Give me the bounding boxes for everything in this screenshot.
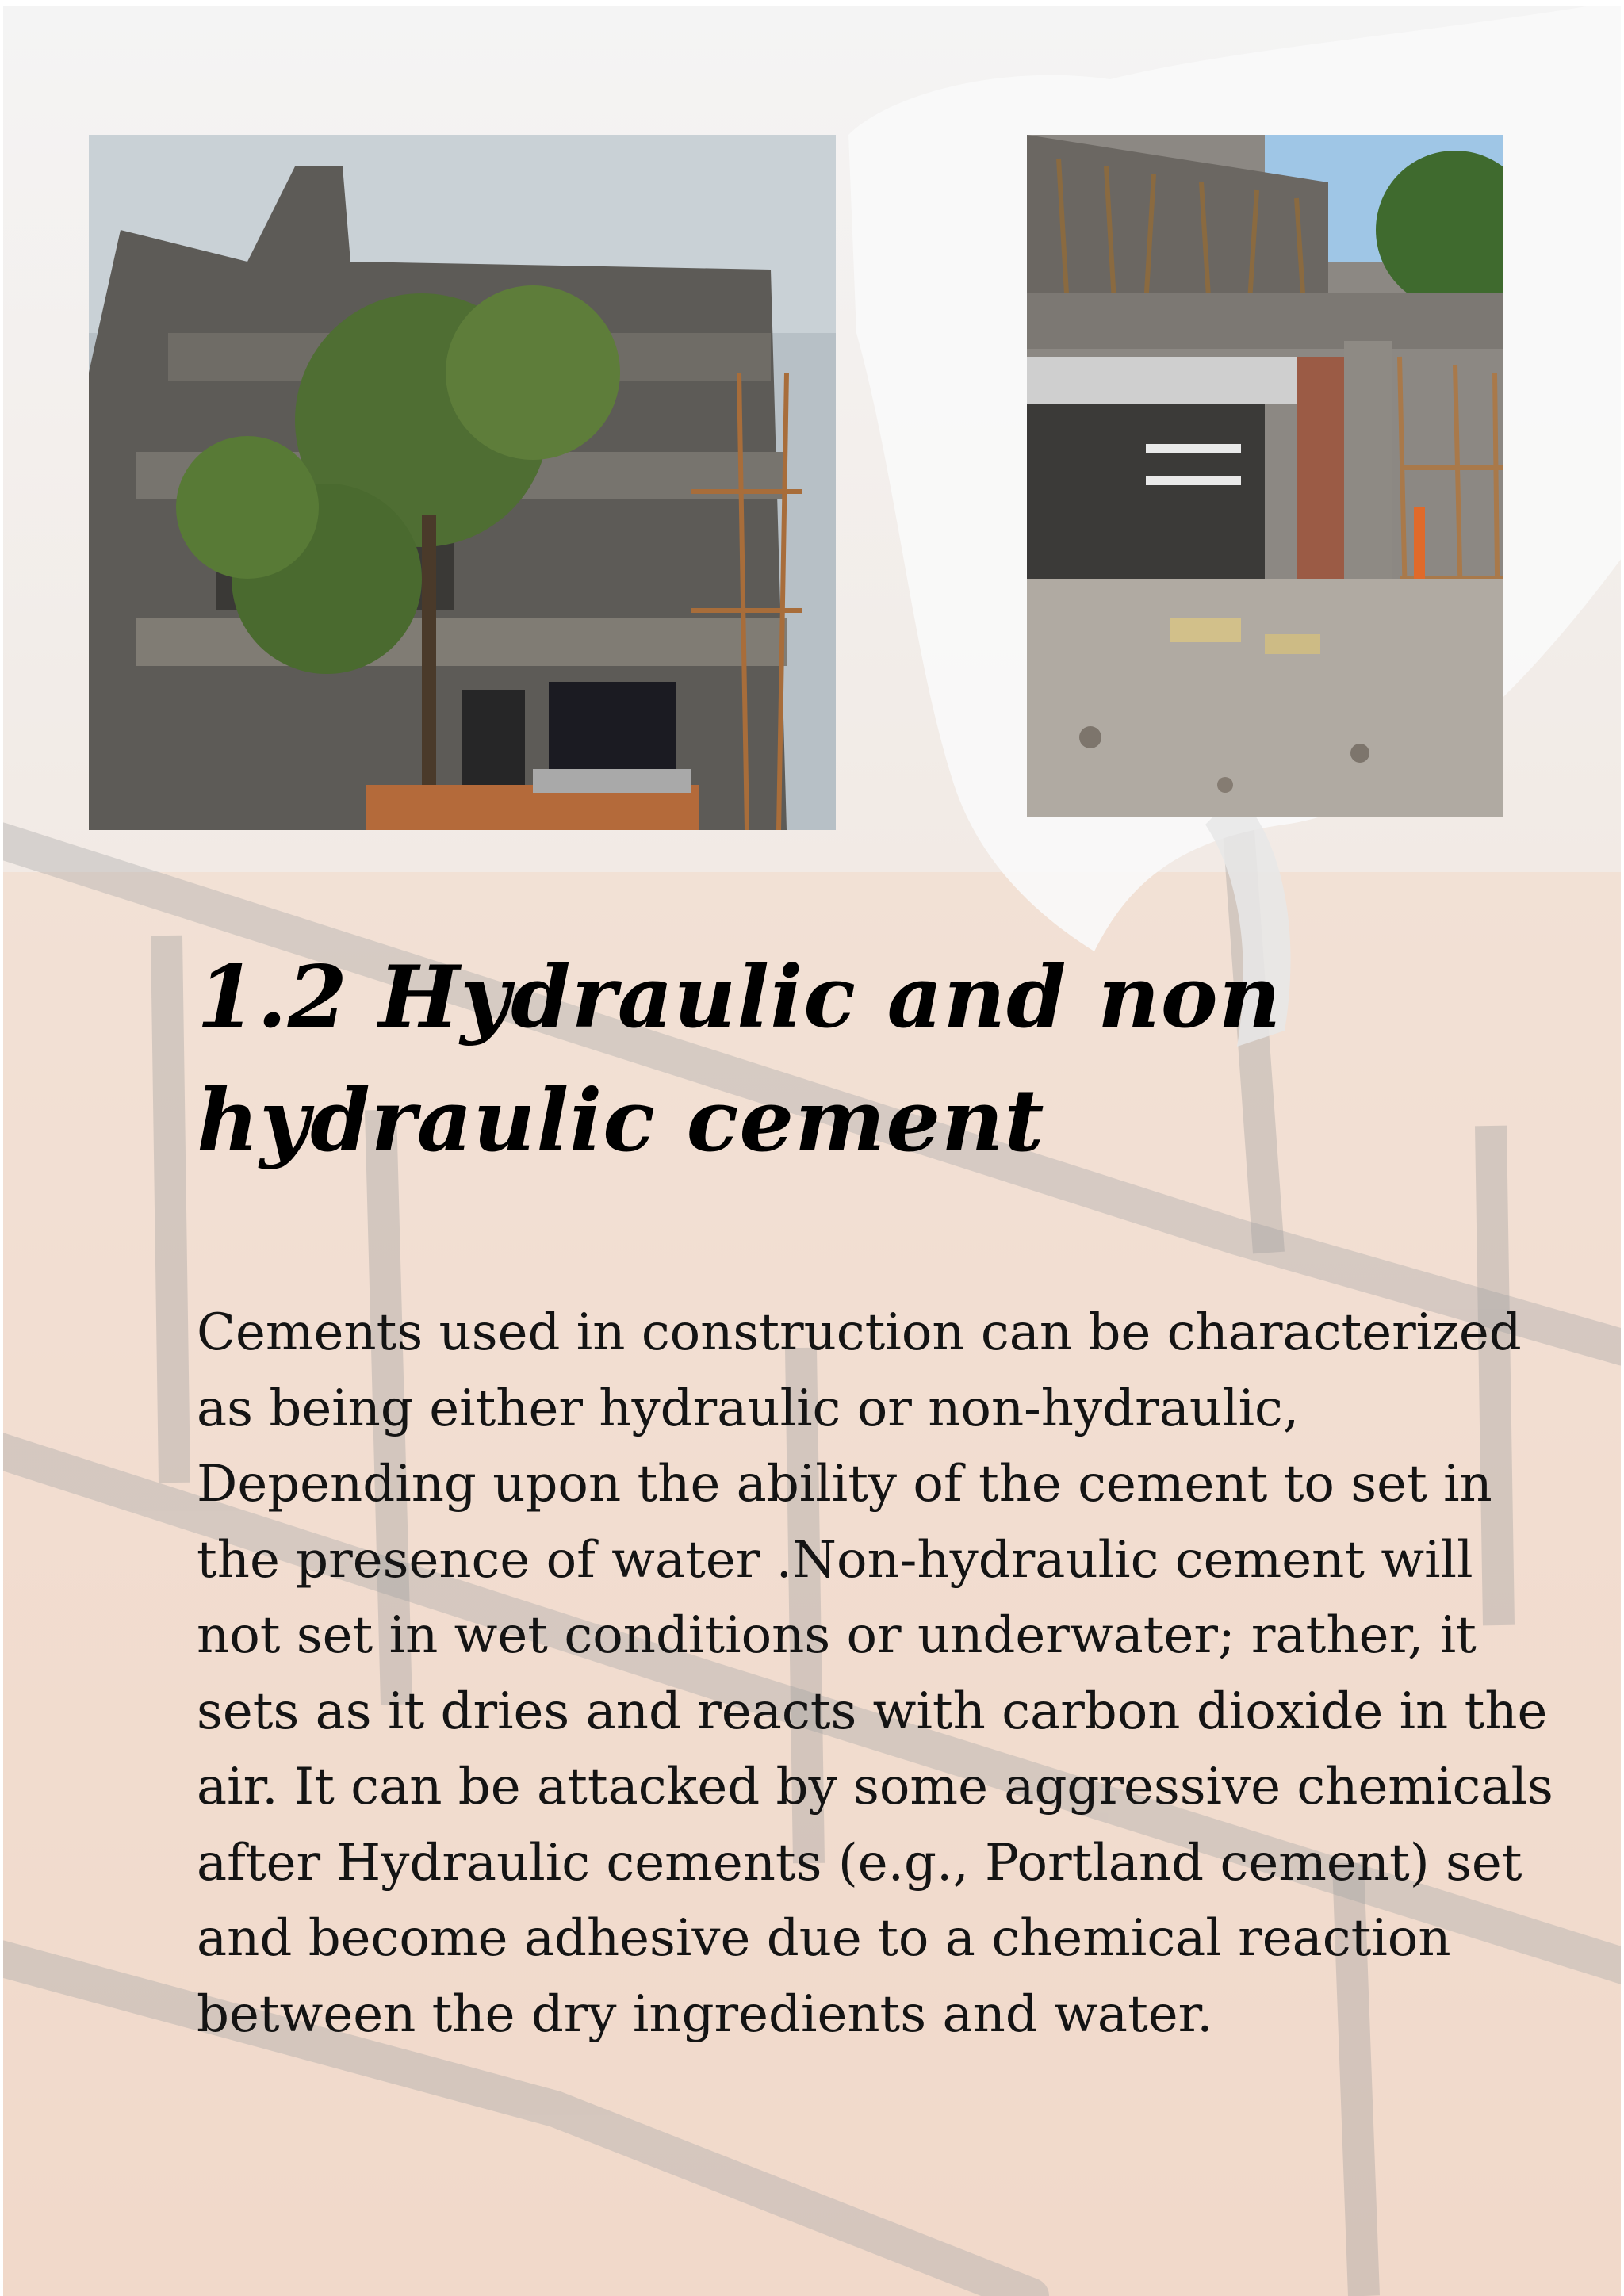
building-ground-floor-construction-image: [1027, 135, 1503, 817]
left-construction-photo: [89, 135, 836, 830]
building-under-construction-image: [89, 135, 836, 830]
paragraph-line: and become adhesive due to a chemical reaction: [197, 1909, 1451, 1968]
heading-line-2: hydraulic cement: [197, 1071, 1045, 1171]
paragraph-line: Depending upon the ability of the cement to set in: [197, 1455, 1492, 1513]
paragraph-line: as being either hydraulic or non-hydraulic,: [197, 1379, 1300, 1438]
heading-line-1: 1.2 Hydraulic and non: [197, 947, 1282, 1047]
paragraph-line: Cements used in construction can be characterized: [197, 1303, 1522, 1362]
paragraph-line: after Hydraulic cements (e.g., Portland cement) set: [197, 1833, 1522, 1892]
paragraph-line: air. It can be attacked by some aggressive chemicals: [197, 1758, 1553, 1816]
paragraph-line: between the dry ingredients and water.: [197, 1984, 1213, 2044]
body-paragraph: [197, 1295, 1561, 2053]
right-construction-photo: [1027, 135, 1503, 817]
paragraph-line: sets as it dries and reacts with carbon dioxide in the: [197, 1682, 1548, 1741]
paragraph-line: not set in wet conditions or underwater; rather, it: [197, 1606, 1477, 1665]
paragraph-line: the presence of water .Non-hydraulic cement will: [197, 1530, 1473, 1590]
section-heading: [197, 936, 1386, 1183]
